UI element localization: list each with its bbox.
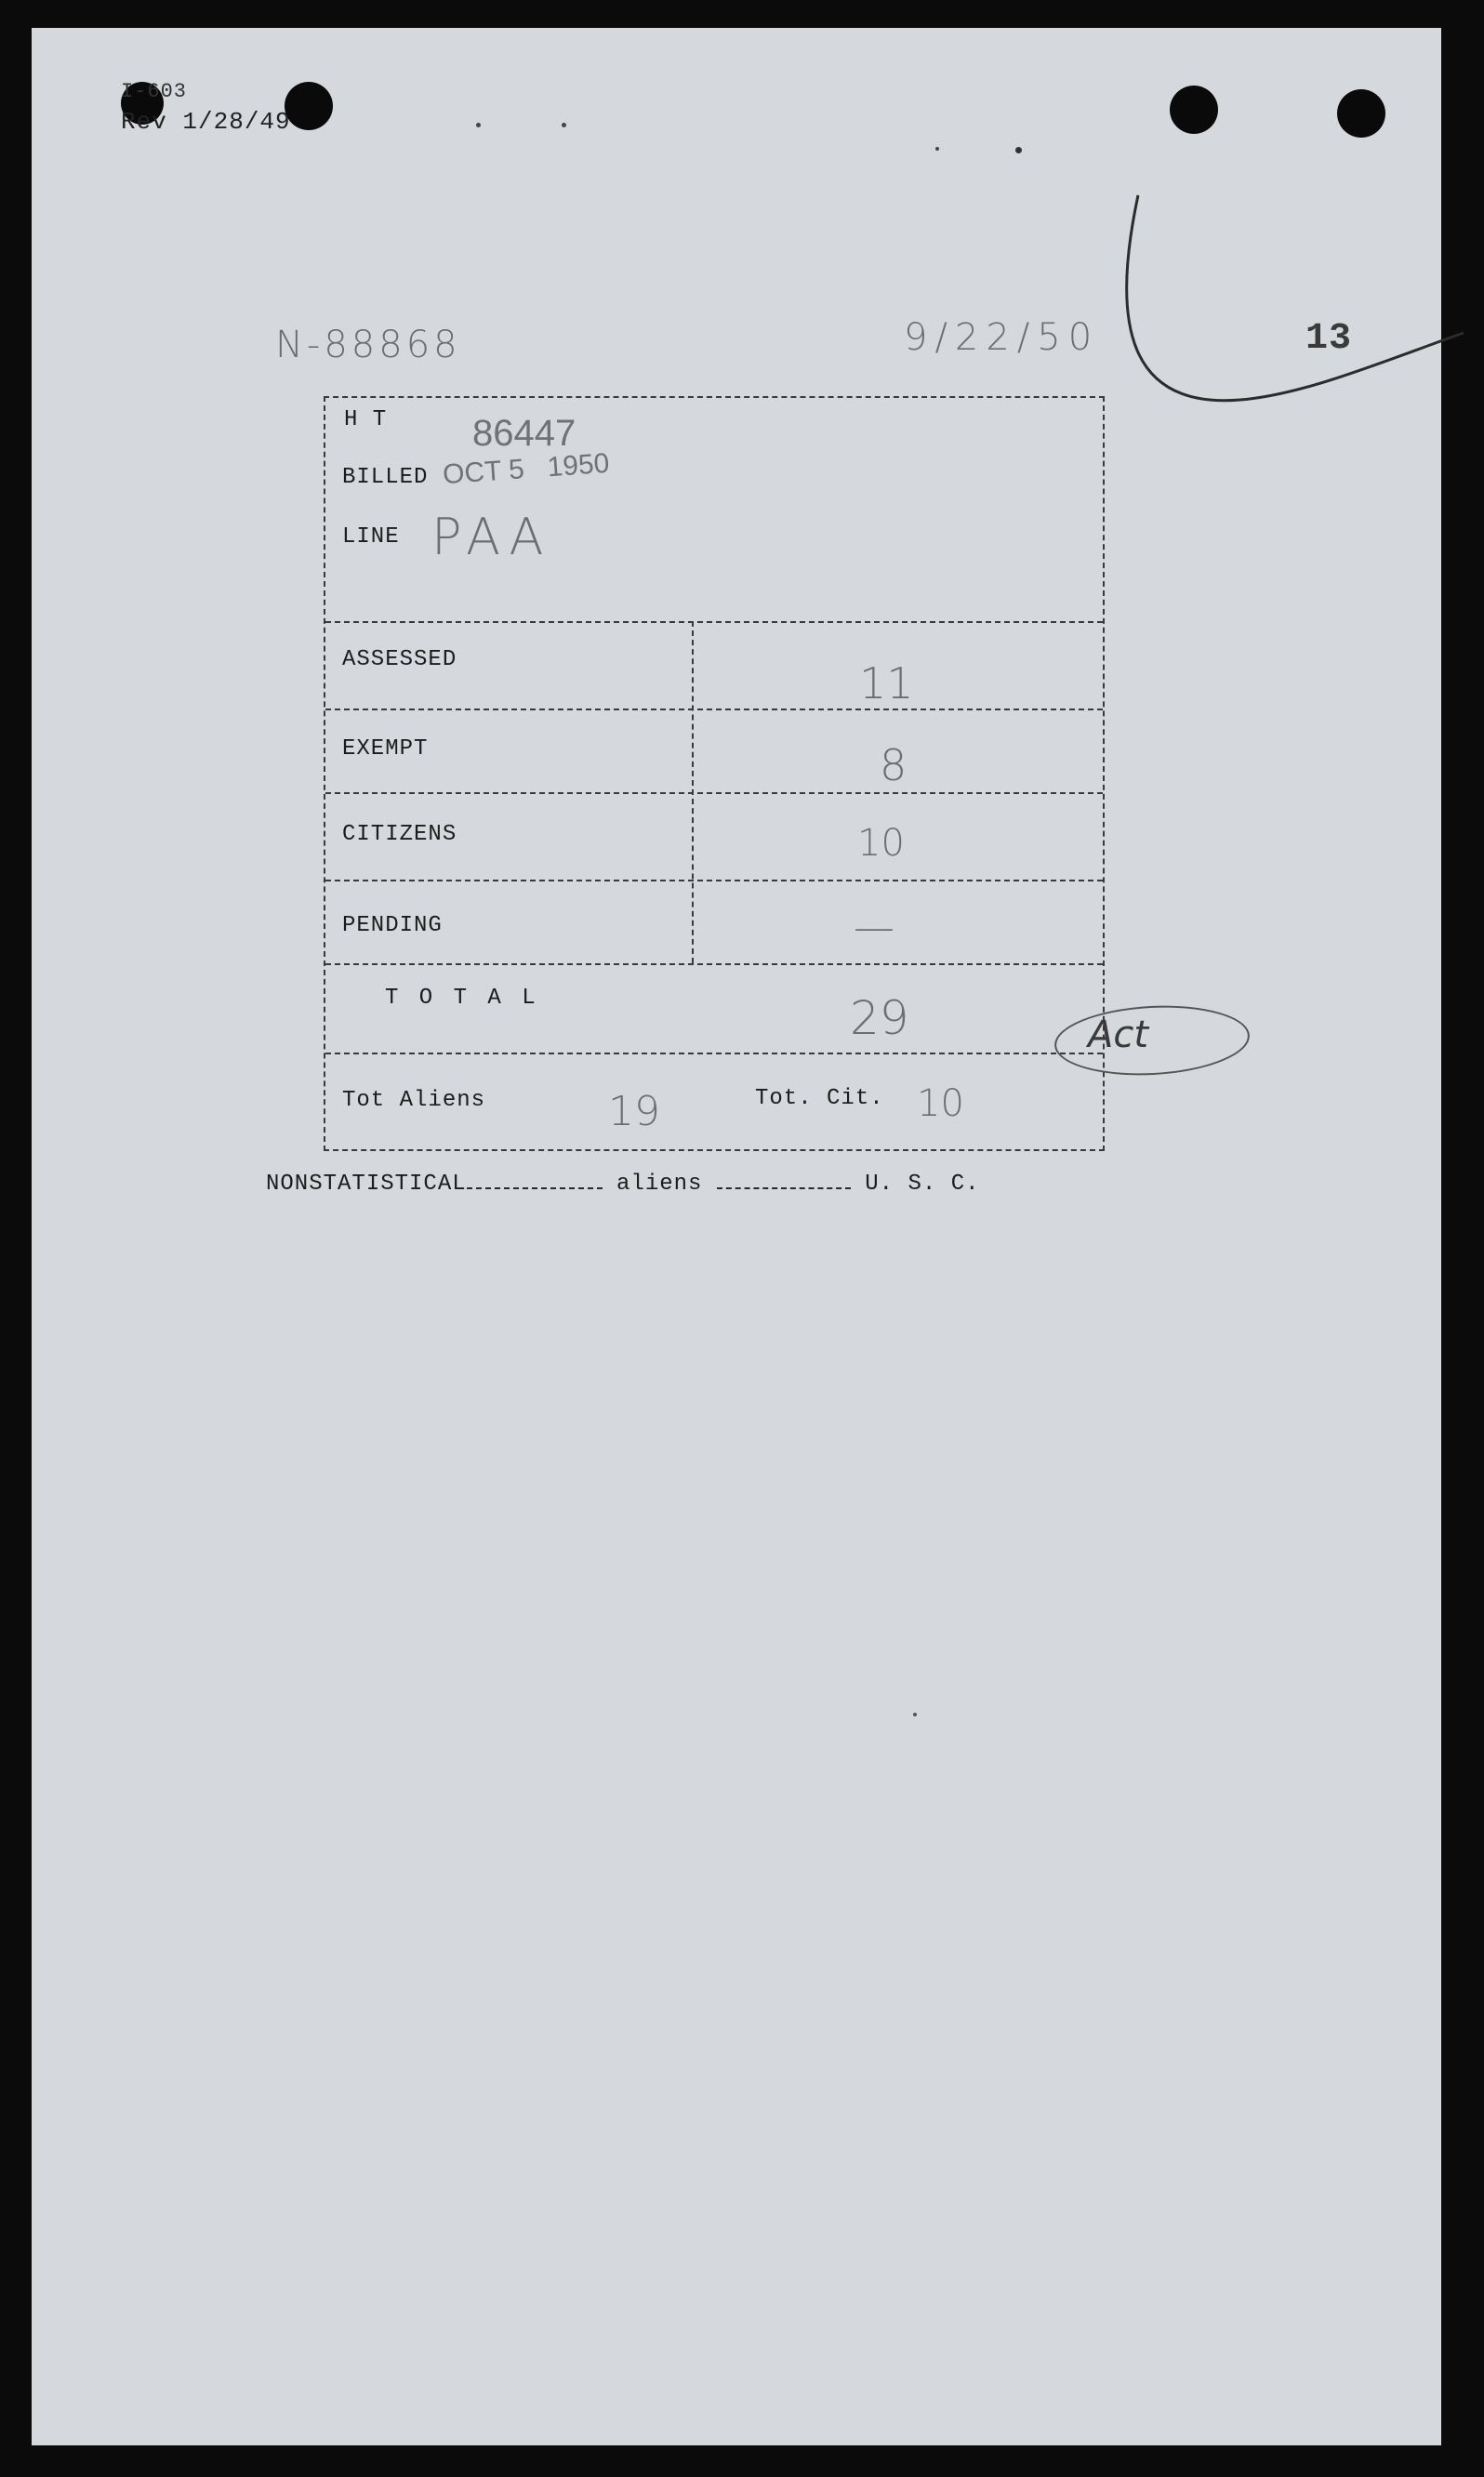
divider-assessed (325, 709, 1103, 710)
label-exempt: EXEMPT (342, 736, 429, 762)
label-billed: BILLED (342, 465, 429, 490)
label-total: T O T A L (385, 986, 539, 1011)
label-ht: H T (344, 407, 388, 432)
date-handwritten: 9/22/50 (904, 316, 1100, 359)
exempt-value: 8 (880, 740, 908, 790)
speck-mark (935, 147, 939, 151)
file-number-handwritten: N-88868 (275, 324, 461, 366)
label-nonstatistical: NONSTATISTICAL (266, 1172, 467, 1197)
punch-hole-right-1 (1170, 86, 1218, 134)
divider-total (325, 1053, 1103, 1054)
label-tot-cit: Tot. Cit. (755, 1086, 884, 1111)
ht-number-stamp: 86447 (472, 413, 576, 454)
divider-citizens (325, 880, 1103, 881)
divider-exempt (325, 792, 1103, 794)
punch-hole-left-2 (285, 82, 333, 130)
assessed-value: 11 (859, 658, 914, 709)
pencil-bracket-mark (1073, 167, 1482, 446)
divider-header (325, 621, 1103, 623)
tot-cit-value: 10 (917, 1082, 964, 1125)
document-page (32, 28, 1441, 2445)
page-number: 13 (1305, 318, 1353, 360)
label-aliens: aliens (616, 1172, 703, 1197)
divider-pending (325, 963, 1103, 965)
total-value: 29 (850, 991, 909, 1045)
speck-mark (562, 123, 566, 127)
label-usc: U. S. C. (865, 1172, 980, 1197)
form-number: I-603 (121, 80, 188, 103)
speck-mark (476, 123, 481, 127)
usc-blank (717, 1187, 851, 1189)
label-tot-aliens: Tot Aliens (342, 1088, 486, 1113)
billed-date-stamp: OCT 5 1950 (442, 447, 611, 491)
line-value-handwritten: PAA (431, 508, 551, 566)
speck-mark (913, 1713, 917, 1716)
pending-value: — (854, 904, 894, 951)
column-divider (692, 621, 694, 963)
label-pending: PENDING (342, 913, 443, 938)
form-revision: Rev 1/28/49 (121, 108, 291, 136)
nonstatistical-line (266, 1172, 980, 1197)
label-citizens: CITIZENS (342, 822, 457, 847)
label-assessed: ASSESSED (342, 647, 457, 672)
label-line: LINE (342, 524, 400, 550)
initials-handwritten: Act (1088, 1013, 1149, 1056)
punch-hole-right-2 (1337, 89, 1385, 138)
tot-aliens-value: 19 (608, 1088, 660, 1135)
citizens-value: 10 (857, 822, 905, 865)
speck-mark (1015, 147, 1022, 153)
nonstatistical-aliens-blank (467, 1187, 603, 1189)
